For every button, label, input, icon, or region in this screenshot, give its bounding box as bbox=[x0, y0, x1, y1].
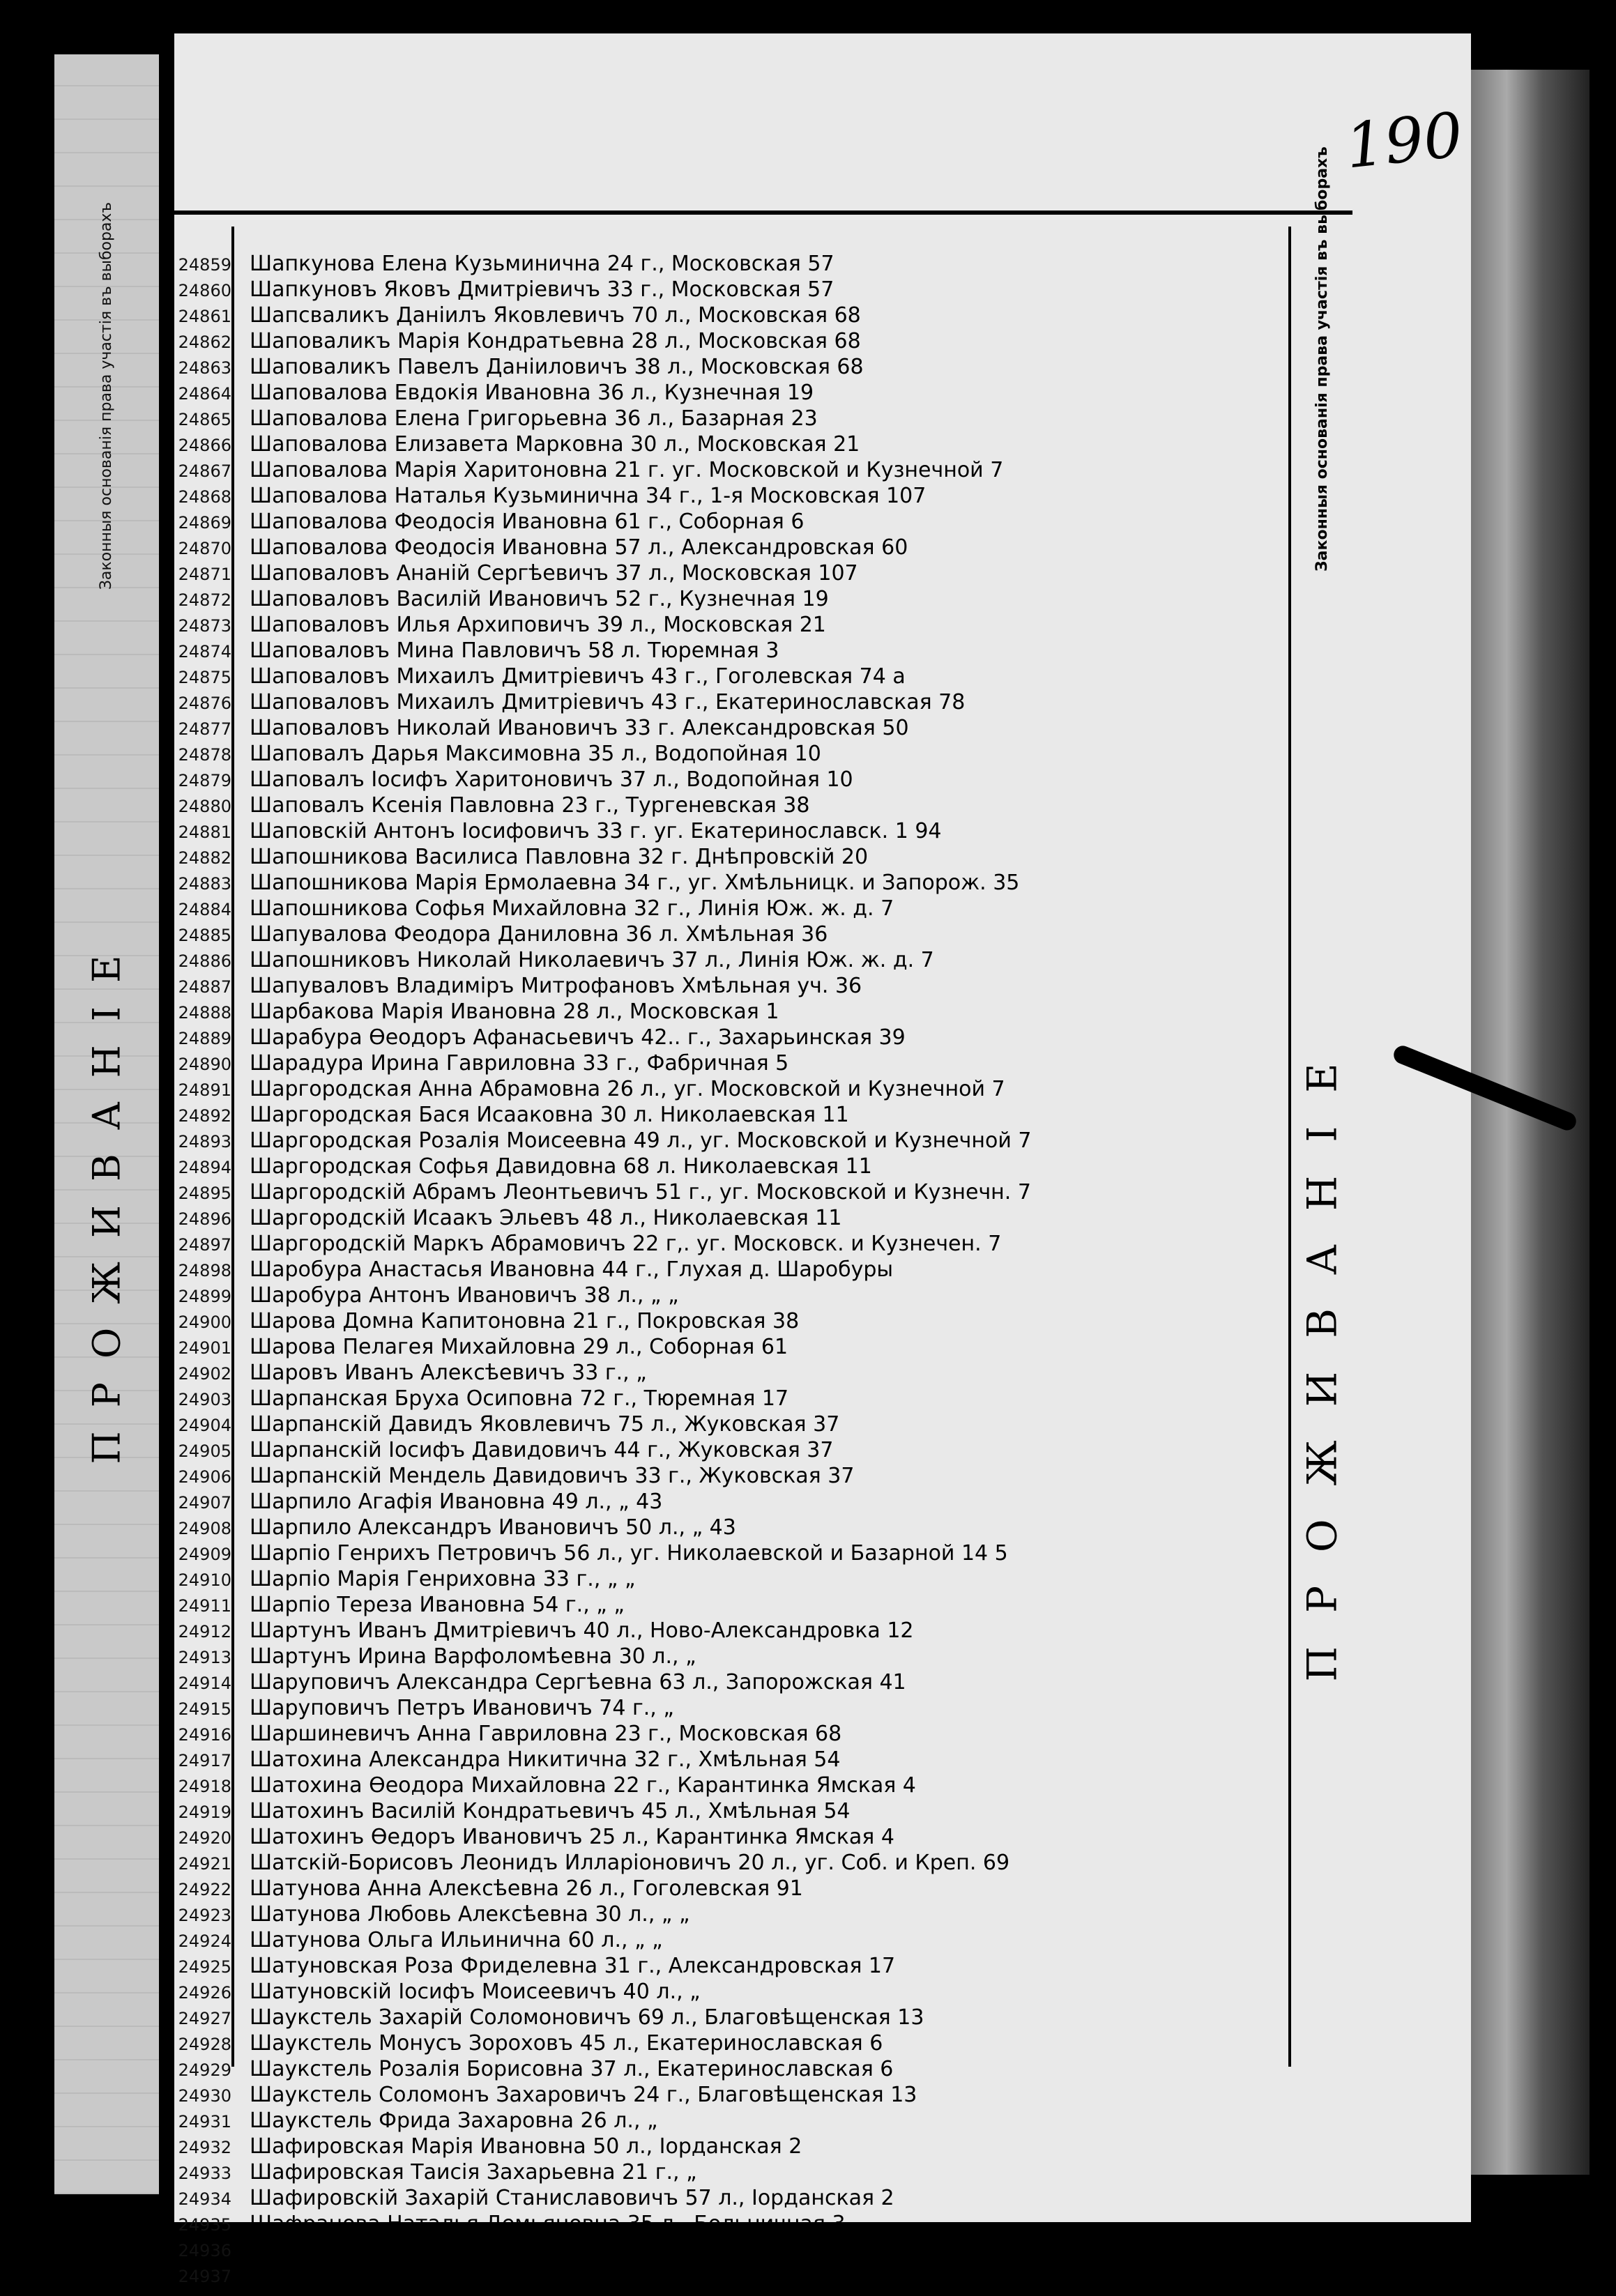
list-item bbox=[174, 1773, 1283, 1798]
entry-number: 24908 bbox=[178, 1519, 231, 1538]
list-item bbox=[174, 1076, 1283, 1102]
left-side-note: Законныя основанія права участія въ выборахъ bbox=[97, 201, 115, 590]
entry-text: Шаповаловъ Василій Ивановичъ 52 г., Кузнечная 19 bbox=[250, 587, 829, 611]
list-item bbox=[174, 921, 1283, 947]
entry-text: Шаповаловъ Николай Ивановичъ 33 г. Александровская 50 bbox=[250, 716, 909, 740]
list-item bbox=[174, 1618, 1283, 1644]
list-item bbox=[174, 999, 1283, 1025]
left-section-title: ПРОЖИВАНІЕ bbox=[84, 931, 129, 1464]
entry-number: 24877 bbox=[178, 719, 231, 739]
list-item bbox=[174, 2263, 1283, 2288]
entry-text: Шафировская Таисія Захарьевна 21 г., „ bbox=[250, 2160, 697, 2184]
list-item bbox=[174, 1747, 1283, 1773]
right-section-title-area bbox=[1291, 645, 1354, 2067]
entry-text: Шапувалова Феодора Даниловна 36 л. Хмѣльная 36 bbox=[250, 922, 828, 947]
entry-text: Шаргородская Розалія Моисеевна 49 л., уг. Московской и Кузнечной 7 bbox=[250, 1128, 1032, 1153]
entry-number: 24892 bbox=[178, 1106, 231, 1126]
entry-number: 24921 bbox=[178, 1854, 231, 1874]
entry-text: Шатунова Анна Алексѣевна 26 л., Гоголевская 91 bbox=[250, 1876, 803, 1901]
entry-text: Шаповаликъ Марія Кондратьевна 28 л., Московская 68 bbox=[250, 329, 861, 353]
entry-number: 24861 bbox=[178, 307, 231, 326]
entry-number: 24934 bbox=[178, 2189, 231, 2209]
entry-number: 24862 bbox=[178, 332, 231, 352]
entry-number: 24900 bbox=[178, 1312, 231, 1332]
list-item bbox=[174, 1669, 1283, 1695]
entry-text: Шарова Пелагея Михайловна 29 л., Соборная 61 bbox=[250, 1335, 788, 1359]
entry-text: Шарабура Ѳеодоръ Афанасьевичъ 42.. г., Захарьинская 39 bbox=[250, 1025, 906, 1050]
entry-number: 24860 bbox=[178, 281, 231, 300]
entry-text: Шаргородскій Абрамъ Леонтьевичъ 51 г., уг. Московской и Кузнечн. 7 bbox=[250, 1180, 1031, 1204]
list-item bbox=[174, 1050, 1283, 1076]
entry-text: Шаповалова Наталья Кузьминична 34 г., 1-я Московская 107 bbox=[250, 484, 927, 508]
entry-text: Шаповалова Елизавета Марковна 30 л., Московская 21 bbox=[250, 432, 860, 457]
list-item bbox=[174, 1386, 1283, 1411]
entry-text: Шаповалова Феодосія Ивановна 57 л., Александровская 60 bbox=[250, 535, 908, 560]
entry-text: Шаргородская Анна Абрамовна 26 л., уг. Московской и Кузнечной 7 bbox=[250, 1077, 1005, 1101]
entry-number: 24888 bbox=[178, 1003, 231, 1023]
voter-list bbox=[174, 251, 1283, 2288]
list-item bbox=[174, 870, 1283, 896]
list-item bbox=[174, 431, 1283, 457]
entry-text: Шарпило Агафія Ивановна 49 л., „ 43 bbox=[250, 1490, 663, 1514]
page-number: 190 bbox=[1342, 98, 1466, 183]
entry-text: Шарпіо Тереза Ивановна 54 г., „ „ bbox=[250, 1593, 625, 1617]
list-item bbox=[174, 1205, 1283, 1231]
entry-number: 24876 bbox=[178, 694, 231, 713]
entry-text: Шаповаликъ Павелъ Даніиловичъ 38 л., Московская 68 bbox=[250, 355, 864, 379]
entry-number: 24906 bbox=[178, 1467, 231, 1487]
entry-text: Шаповалъ Ксенія Павловна 23 г., Тургеневская 38 bbox=[250, 793, 810, 818]
entry-number: 24868 bbox=[178, 487, 231, 507]
entry-number: 24898 bbox=[178, 1261, 231, 1280]
entry-number: 24935 bbox=[178, 2215, 231, 2235]
entry-number: 24889 bbox=[178, 1029, 231, 1048]
list-item bbox=[174, 2134, 1283, 2159]
entry-text: Шатохинъ Василій Кондратьевичъ 45 л., Хмѣльная 54 bbox=[250, 1799, 851, 1823]
entry-number: 24886 bbox=[178, 951, 231, 971]
entry-text: Шаруповичъ Александра Сергѣевна 63 л., Запорожская 41 bbox=[250, 1670, 906, 1694]
list-item bbox=[174, 2211, 1283, 2237]
list-item bbox=[174, 1463, 1283, 1489]
entry-text: Шаробура Антонъ Ивановичъ 38 л., „ „ bbox=[250, 1283, 679, 1308]
entry-number: 24870 bbox=[178, 539, 231, 558]
entry-number: 24915 bbox=[178, 1699, 231, 1719]
entry-number: 24922 bbox=[178, 1880, 231, 1899]
entry-number: 24902 bbox=[178, 1364, 231, 1384]
list-item bbox=[174, 1953, 1283, 1979]
entry-number: 24917 bbox=[178, 1751, 231, 1770]
entry-number: 24874 bbox=[178, 642, 231, 661]
list-item bbox=[174, 1927, 1283, 1953]
list-item bbox=[174, 1901, 1283, 1927]
entry-number: 24894 bbox=[178, 1158, 231, 1177]
list-item bbox=[174, 586, 1283, 612]
entry-text: Шаповаловъ Михаилъ Дмитріевичъ 43 г., Гоголевская 74 а bbox=[250, 664, 906, 689]
list-item bbox=[174, 2108, 1283, 2134]
entry-text: Шаповскій Антонъ Іосифовичъ 33 г. уг. Екатеринославск. 1 94 bbox=[250, 819, 942, 843]
list-item bbox=[174, 1540, 1283, 1566]
entry-text: Шатунова Ольга Ильинична 60 л., „ „ bbox=[250, 1928, 663, 1952]
entry-text: Шаповаловъ Илья Архиповичъ 39 л., Московская 21 bbox=[250, 613, 826, 637]
entry-number: 24867 bbox=[178, 461, 231, 481]
list-item bbox=[174, 328, 1283, 354]
entry-number: 24936 bbox=[178, 2241, 231, 2260]
entry-text: Шаповалова Евдокія Ивановна 36 л., Кузнечная 19 bbox=[250, 381, 814, 405]
entry-text: Шапсваликъ Даніилъ Яковлевичъ 70 л., Московская 68 bbox=[250, 303, 861, 328]
list-item bbox=[174, 973, 1283, 999]
entry-number: 24884 bbox=[178, 900, 231, 919]
entry-text: Шаповаловъ Мина Павловичъ 58 л. Тюремная 3 bbox=[250, 638, 779, 663]
entry-text: Шаукстель Монусъ Зороховъ 45 л., Екатеринославская 6 bbox=[250, 2031, 883, 2056]
entry-text: Шаргородскій Маркъ Абрамовичъ 22 г,. уг. Московск. и Кузнечен. 7 bbox=[250, 1232, 1002, 1256]
entry-text: Шарпило Александръ Ивановичъ 50 л., „ 43 bbox=[250, 1515, 736, 1540]
entry-number: 24897 bbox=[178, 1235, 231, 1255]
list-item bbox=[174, 1154, 1283, 1179]
entry-text: Шартунъ Иванъ Дмитріевичъ 40 л., Ново-Александровка 12 bbox=[250, 1618, 914, 1643]
entry-number: 24910 bbox=[178, 1570, 231, 1590]
entry-number: 24882 bbox=[178, 848, 231, 868]
entry-text: Шапошникова Софья Михайловна 32 г., Линія Юж. ж. д. 7 bbox=[250, 896, 894, 921]
list-item bbox=[174, 1876, 1283, 1901]
entry-number: 24873 bbox=[178, 616, 231, 636]
entry-number: 24903 bbox=[178, 1390, 231, 1409]
entry-number: 24905 bbox=[178, 1441, 231, 1461]
entry-number: 24930 bbox=[178, 2086, 231, 2106]
entry-text: Шафранова Наталья Демьяновна 35 л., Больничная 3 bbox=[250, 2212, 846, 2236]
list-item bbox=[174, 1308, 1283, 1334]
list-item bbox=[174, 741, 1283, 767]
list-item bbox=[174, 1515, 1283, 1540]
entry-text: Шаповалова Марія Харитоновна 21 г. уг. Московской и Кузнечной 7 bbox=[250, 458, 1004, 482]
entry-text: Шапуваловъ Владиміръ Митрофановъ Хмѣльная уч. 36 bbox=[250, 974, 862, 998]
entry-text: Шаукстель Фрида Захаровна 26 л., „ bbox=[250, 2109, 658, 2133]
entry-text: Шапкунова Елена Кузьминична 24 г., Московская 57 bbox=[250, 252, 834, 276]
entry-number: 24880 bbox=[178, 797, 231, 816]
right-column bbox=[1291, 146, 1354, 2067]
entry-number: 24896 bbox=[178, 1209, 231, 1229]
list-item bbox=[174, 2005, 1283, 2030]
list-item bbox=[174, 844, 1283, 870]
entry-text: Шаргородскій Исаакъ Эльевъ 48 л., Николаевская 11 bbox=[250, 1206, 842, 1230]
entry-number: 24875 bbox=[178, 668, 231, 687]
list-item bbox=[174, 1360, 1283, 1386]
entry-text: Шаукстель Розалія Борисовна 37 л., Екатеринославская 6 bbox=[250, 2057, 894, 2081]
entry-text: Шафранскій Игнатъ Іосифовичъ 36 л., Бассейная 17 bbox=[250, 2263, 830, 2288]
list-item bbox=[174, 638, 1283, 664]
list-item bbox=[174, 380, 1283, 406]
entry-number: 24914 bbox=[178, 1674, 231, 1693]
list-item bbox=[174, 1850, 1283, 1876]
entry-number: 24863 bbox=[178, 358, 231, 378]
list-item bbox=[174, 1824, 1283, 1850]
entry-number: 24881 bbox=[178, 822, 231, 842]
entry-text: Шаукстель Захарій Соломоновичъ 69 л., Благовѣщенская 13 bbox=[250, 2005, 924, 2030]
list-item bbox=[174, 483, 1283, 509]
entry-text: Шарова Домна Капитоновна 21 г., Покровская 38 bbox=[250, 1309, 800, 1333]
list-item bbox=[174, 2159, 1283, 2185]
entry-number: 24869 bbox=[178, 513, 231, 533]
entry-text: Шартунъ Ирина Варфоломѣевна 30 л., „ bbox=[250, 1644, 696, 1669]
entry-text: Шаповалова Феодосія Ивановна 61 г., Соборная 6 bbox=[250, 510, 805, 534]
entry-text: Шафировскій Захарій Станиславовичъ 57 л., Іорданская 2 bbox=[250, 2186, 894, 2210]
entry-number: 24879 bbox=[178, 771, 231, 790]
entry-text: Шафрановъ Гавріилъ Александровичъ 47 л., „ „ bbox=[250, 2237, 781, 2262]
previous-page-edge bbox=[54, 54, 159, 2194]
list-item bbox=[174, 406, 1283, 431]
list-item bbox=[174, 509, 1283, 535]
entry-number: 24864 bbox=[178, 384, 231, 404]
entry-text: Шатохина Ѳеодора Михайловна 22 г., Карантинка Ямская 4 bbox=[250, 1773, 916, 1798]
list-item bbox=[174, 1283, 1283, 1308]
list-item bbox=[174, 715, 1283, 741]
entry-number: 24912 bbox=[178, 1622, 231, 1641]
entry-text: Шаровъ Иванъ Алексѣевичъ 33 г., „ bbox=[250, 1361, 647, 1385]
entry-number: 24878 bbox=[178, 745, 231, 765]
entry-number: 24926 bbox=[178, 1983, 231, 2003]
entry-number: 24920 bbox=[178, 1828, 231, 1848]
list-item bbox=[174, 560, 1283, 586]
entry-text: Шатуновскій Іосифъ Моисеевичъ 40 л., „ bbox=[250, 1980, 701, 2004]
entry-text: Шапкуновъ Яковъ Дмитріевичъ 33 г., Московская 57 bbox=[250, 277, 834, 302]
right-side-note: Законныя основанія права участія въ выборахъ bbox=[1313, 146, 1331, 572]
list-item bbox=[174, 457, 1283, 483]
entry-number: 24895 bbox=[178, 1184, 231, 1203]
entry-text: Шарпанскій Іосифъ Давидовичъ 44 г., Жуковская 37 bbox=[250, 1438, 834, 1462]
list-item bbox=[174, 1566, 1283, 1592]
entry-text: Шатохинъ Ѳедоръ Ивановичъ 25 л., Карантинка Ямская 4 bbox=[250, 1825, 894, 1849]
entry-text: Шаповалъ Іосифъ Харитоновичъ 37 л., Водопойная 10 bbox=[250, 767, 853, 792]
list-item bbox=[174, 535, 1283, 560]
list-item bbox=[174, 689, 1283, 715]
list-item bbox=[174, 1025, 1283, 1050]
right-side-note-area bbox=[1291, 146, 1354, 572]
entry-text: Шаповалова Елена Григорьевна 36 л., Базарная 23 bbox=[250, 406, 818, 431]
entry-number: 24866 bbox=[178, 436, 231, 455]
list-item bbox=[174, 1257, 1283, 1283]
entry-number: 24918 bbox=[178, 1777, 231, 1796]
list-item bbox=[174, 1179, 1283, 1205]
list-item bbox=[174, 1411, 1283, 1437]
entry-text: Шатунова Любовь Алексѣевна 30 л., „ „ bbox=[250, 1902, 690, 1927]
entry-text: Шаргородская Софья Давидовна 68 л. Николаевская 11 bbox=[250, 1154, 872, 1179]
entry-text: Шатуновская Роза Фриделевна 31 г., Александровская 17 bbox=[250, 1954, 896, 1978]
list-item bbox=[174, 1695, 1283, 1721]
entry-number: 24911 bbox=[178, 1596, 231, 1616]
entry-number: 24893 bbox=[178, 1132, 231, 1151]
entry-text: Шаукстель Соломонъ Захаровичъ 24 г., Благовѣщенская 13 bbox=[250, 2083, 917, 2107]
list-item bbox=[174, 1102, 1283, 1128]
entry-text: Шафировская Марія Ивановна 50 л., Іорданская 2 bbox=[250, 2134, 802, 2159]
entry-number: 24916 bbox=[178, 1725, 231, 1745]
entry-number: 24929 bbox=[178, 2060, 231, 2080]
entry-number: 24909 bbox=[178, 1545, 231, 1564]
list-item bbox=[174, 818, 1283, 844]
list-item bbox=[174, 1644, 1283, 1669]
left-section-title-area bbox=[54, 500, 159, 1895]
list-item bbox=[174, 1128, 1283, 1154]
entry-number: 24933 bbox=[178, 2164, 231, 2183]
entry-number: 24904 bbox=[178, 1416, 231, 1435]
list-item bbox=[174, 1592, 1283, 1618]
entry-number: 24927 bbox=[178, 2009, 231, 2028]
entry-number: 24925 bbox=[178, 1957, 231, 1977]
entry-number: 24899 bbox=[178, 1287, 231, 1306]
entry-number: 24871 bbox=[178, 565, 231, 584]
list-item bbox=[174, 2030, 1283, 2056]
entry-number: 24919 bbox=[178, 1803, 231, 1822]
entry-text: Шапошниковъ Николай Николаевичъ 37 л., Линія Юж. ж. д. 7 bbox=[250, 948, 934, 972]
list-item bbox=[174, 896, 1283, 921]
list-item bbox=[174, 1721, 1283, 1747]
entry-number: 24890 bbox=[178, 1055, 231, 1074]
list-item bbox=[174, 354, 1283, 380]
entry-text: Шарпанская Бруха Осиповна 72 г., Тюремная 17 bbox=[250, 1386, 789, 1411]
entry-number: 24932 bbox=[178, 2138, 231, 2157]
list-item bbox=[174, 1798, 1283, 1824]
list-item bbox=[174, 664, 1283, 689]
entry-number: 24872 bbox=[178, 590, 231, 610]
entry-text: Шаповаловъ Ананій Сергѣевичъ 37 л., Московская 107 bbox=[250, 561, 858, 586]
right-section-title: ПРОЖИВАНІЕ bbox=[1299, 1030, 1346, 1682]
list-item bbox=[174, 277, 1283, 303]
list-item bbox=[174, 793, 1283, 818]
entry-text: Шаргородская Бася Исааковна 30 л. Николаевская 11 bbox=[250, 1103, 849, 1127]
list-item bbox=[174, 2056, 1283, 2082]
entry-number: 24937 bbox=[178, 2267, 231, 2286]
list-item bbox=[174, 1437, 1283, 1463]
list-item bbox=[174, 767, 1283, 793]
entry-number: 24865 bbox=[178, 410, 231, 429]
list-item bbox=[174, 1231, 1283, 1257]
entry-text: Шаробура Анастасья Ивановна 44 г., Глухая д. Шаробуры bbox=[250, 1257, 894, 1282]
entry-text: Шатохина Александра Никитична 32 г., Хмѣльная 54 bbox=[250, 1747, 841, 1772]
entry-number: 24883 bbox=[178, 874, 231, 894]
entry-text: Шарпанскій Мендель Давидовичъ 33 г., Жуковская 37 bbox=[250, 1464, 855, 1488]
entry-text: Шаруповичъ Петръ Ивановичъ 74 г., „ bbox=[250, 1696, 674, 1720]
list-item bbox=[174, 1489, 1283, 1515]
list-item bbox=[174, 1979, 1283, 2005]
entry-text: Шарадура Ирина Гавриловна 33 г., Фабричная 5 bbox=[250, 1051, 789, 1076]
left-side-note-area bbox=[54, 201, 159, 590]
entry-text: Шарпіо Марія Генриховна 33 г., „ „ bbox=[250, 1567, 636, 1591]
list-item bbox=[174, 947, 1283, 973]
entry-number: 24928 bbox=[178, 2035, 231, 2054]
entry-text: Шатскій-Борисовъ Леонидъ Илларіоновичъ 20 л., уг. Соб. и Креп. 69 bbox=[250, 1851, 1010, 1875]
entry-text: Шаповаловъ Михаилъ Дмитріевичъ 43 г., Екатеринославская 78 bbox=[250, 690, 966, 714]
entry-text: Шапошникова Василиса Павловна 32 г. Днѣпровскій 20 bbox=[250, 845, 869, 869]
entry-number: 24913 bbox=[178, 1648, 231, 1667]
entry-number: 24923 bbox=[178, 1906, 231, 1925]
entry-number: 24885 bbox=[178, 926, 231, 945]
entry-number: 24901 bbox=[178, 1338, 231, 1358]
entry-text: Шаршиневичъ Анна Гавриловна 23 г., Московская 68 bbox=[250, 1722, 842, 1746]
list-item bbox=[174, 251, 1283, 277]
list-item bbox=[174, 612, 1283, 638]
entry-text: Шаповалъ Дарья Максимовна 35 л., Водопойная 10 bbox=[250, 742, 821, 766]
entry-text: Шарбакова Марія Ивановна 28 л., Московская 1 bbox=[250, 1000, 779, 1024]
entry-number: 24891 bbox=[178, 1080, 231, 1100]
list-item bbox=[174, 303, 1283, 328]
list-item bbox=[174, 2082, 1283, 2108]
entry-number: 24859 bbox=[178, 255, 231, 275]
top-rule bbox=[174, 211, 1352, 215]
entry-number: 24907 bbox=[178, 1493, 231, 1513]
entry-number: 24931 bbox=[178, 2112, 231, 2132]
list-item bbox=[174, 1334, 1283, 1360]
list-item bbox=[174, 2185, 1283, 2211]
list-item bbox=[174, 2237, 1283, 2263]
entry-number: 24887 bbox=[178, 977, 231, 997]
entry-number: 24924 bbox=[178, 1931, 231, 1951]
entry-text: Шарпіо Генрихъ Петровичъ 56 л., уг. Николаевской и Базарной 14 5 bbox=[250, 1541, 1008, 1566]
entry-text: Шапошникова Марія Ермолаевна 34 г., уг. Хмѣльницк. и Запорож. 35 bbox=[250, 871, 1020, 895]
entry-text: Шарпанскій Давидъ Яковлевичъ 75 л., Жуковская 37 bbox=[250, 1412, 840, 1437]
